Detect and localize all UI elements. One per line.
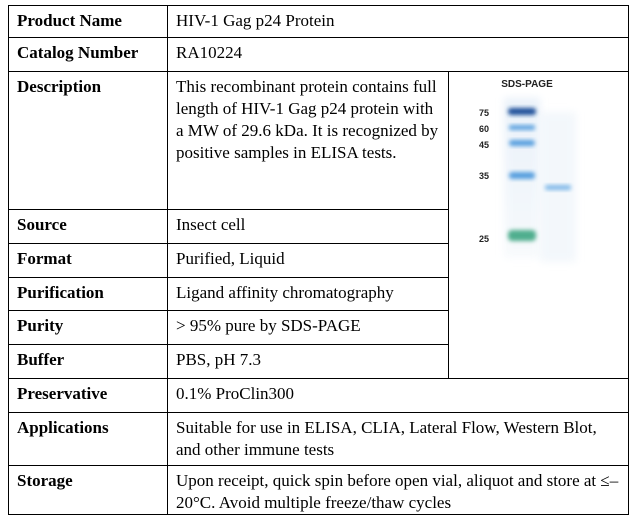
label-preservative: Preservative [9,379,168,413]
value-catalog-number: RA10224 [168,38,629,72]
marker-75-label: 75 [479,108,490,118]
marker-60-label: 60 [479,124,490,134]
ladder-band-60 [509,125,535,130]
spec-table [8,5,629,515]
label-purification: Purification [9,278,168,311]
value-format: Purified, Liquid [168,244,449,278]
label-product-name: Product Name [9,6,168,38]
row-catalog-number [9,38,629,72]
value-storage: Upon receipt, quick spin before open vial, aliquot and store at ≤–20°C. Avoid multiple freeze/thaw cycles [168,466,629,515]
value-source: Insect cell [168,210,449,244]
row-applications [9,413,629,466]
label-applications: Applications [9,413,168,466]
ladder-band-35 [509,172,535,179]
row-storage [9,466,629,515]
gel-title: SDS-PAGE [501,79,553,90]
value-buffer: PBS, pH 7.3 [168,345,449,379]
product-datasheet [8,5,628,514]
value-applications: Suitable for use in ELISA, CLIA, Lateral Flow, Western Blot, and other immune tests [168,413,629,466]
sds-page-gel-cell [449,72,629,379]
marker-45-label: 45 [479,140,490,150]
row-preservative [9,379,629,413]
row-description [9,72,629,210]
ladder-band-45 [509,140,535,146]
sds-page-gel-image [449,72,628,378]
label-description: Description [9,72,168,210]
ladder-band-75 [508,108,536,115]
marker-25-label: 25 [479,234,490,244]
sample-band-p24 [545,185,571,190]
value-purity: > 95% pure by SDS-PAGE [168,311,449,345]
label-catalog-number: Catalog Number [9,38,168,72]
label-purity: Purity [9,311,168,345]
label-source: Source [9,210,168,244]
marker-35-label: 35 [479,171,490,181]
ladder-band-25 [508,230,536,241]
value-product-name: HIV-1 Gag p24 Protein [168,6,629,38]
value-description: This recombinant protein contains full length of HIV-1 Gag p24 protein with a MW of 29.6 kDa. It is recognized by positive samples in ELISA tests. [168,72,449,210]
label-storage: Storage [9,466,168,515]
row-product-name [9,6,629,38]
label-format: Format [9,244,168,278]
value-preservative: 0.1% ProClin300 [168,379,629,413]
label-buffer: Buffer [9,345,168,379]
value-purification: Ligand affinity chromatography [168,278,449,311]
